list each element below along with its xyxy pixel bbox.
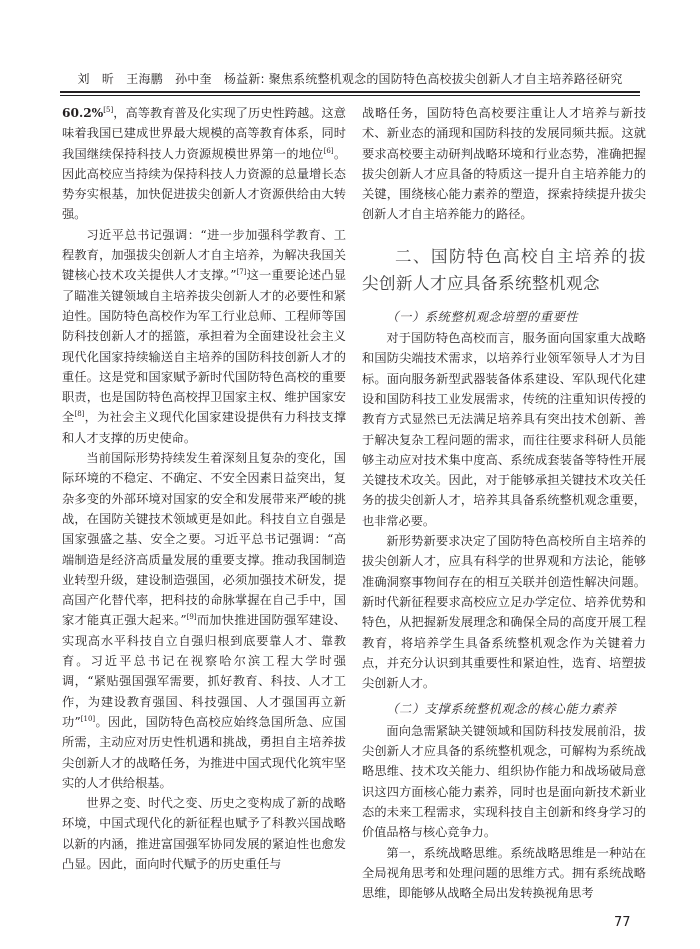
paragraph-5: 对于国防特色高校而言，服务面向国家重大战略和国防尖端技术需求，以培养行业领军领导人才为目标。面向服务新型武器装备体系建设、军队现代化建设和国防科技工业发展需求，传统的注重知识传授的教育方式显然已无法满足培养具有突出技术创新、善于解决复杂工程问题的需求，而往往要求科研人员能够主动应对技术集中度高、系统成套装备等特性开展关键技术攻关。因此，对于能够承担关键技术攻关任务的拔尖创新人才，培养其具备系统整机观念重要，也非常必要。	[362, 331, 646, 528]
subsection-heading: （一）系统整机观念培塑的重要性	[386, 309, 579, 324]
paragraph-6: 新形势新要求决定了国防特色高校所自主培养的拔尖创新人才，应具有科学的世界观和方法论，能够准确洞察事物间存在的相互关联并创造性解决问题。新时代新征程要求高校应立足办学定位、培养优势和特色，从把握新发展理念和确保全局的高度开展工程教育，将培养学生具备系统整机观念作为关键着力点，并充分认识到其重要性和紧迫性，选育、培塑拔尖创新人才。	[362, 534, 646, 691]
paragraph-text: 。因此，国防特色高校应始终急国所急、应国所需，主动应对历史性机遇和挑战，勇担自主培养拔尖创新人才的战略任务，为推进中国式现代化筑牢坚实的人才供给根基。	[62, 714, 347, 790]
citation: [6]	[323, 146, 334, 155]
left-column	[62, 103, 346, 874]
citation: [8]	[74, 410, 85, 419]
paragraph-text: ，高等教育普及化实现了历史性跨越。这意味着我国已建成世界最大规模的高等教育体系，同时我国继续保持科技人力资源规模世界第一的地位	[62, 106, 346, 161]
running-header: 刘 昕 王海鹏 孙中奎 杨益新: 聚焦系统整机观念的国防特色高校拔尖创新人才自主培养路径研究	[77, 72, 623, 86]
paragraph-text: 世界之变、时代之变、历史之变构成了新的战略环境，中国式现代化的新征程也赋予了科教兴国战略以新的内涵，推进富国强军协同发展的紧迫性也愈发凸显。因此，面向时代赋予的历史重任与	[62, 796, 346, 871]
paragraph-text: 这一重要论述凸显了瞄准关键领域自主培养拔尖创新人才的必要性和紧迫性。国防特色高校作为军工行业总师、工程师等国防科技创新人才的摇篮，承担着为全面建设社会主义现代化国家持续输送自主培养的国防科技创新人才的重任。这是党和国家赋予新时代国防特色高校的重要职责，也是国防特色高校捍卫国家主权、维护国家安全	[62, 268, 347, 425]
paragraph-4	[62, 793, 346, 874]
citation: [5]	[103, 105, 114, 114]
citation: [9]	[186, 613, 197, 622]
header-rule-thin	[60, 95, 640, 96]
paragraph-3	[62, 448, 346, 793]
paragraph-8: 第一，系统战略思维。系统战略思维是一种站在全局视角思考和处理问题的思维方式。拥有系统战略思维，即能够从战略全局出发转换视角思考	[362, 845, 646, 901]
paragraph-7: 面向急需紧缺关键领域和国防科技发展前沿，拔尖创新人才应具备的系统整机观念，可解构为系统战略思维、技术攻关能力、组织协作能力和战场破局意识这四方面核心能力素养，同时也是面向新技术新业态的未来工程需求，实现科技自主创新和终身学习的价值品格与核心竞争力。	[362, 723, 646, 840]
paragraph-continued: 战略任务，国防特色高校要注重让人才培养与新技术、新业态的涌现和国防科技的发展同频共振。这就要求高校要主动研判战略环境和行业态势，准确把握拔尖创新人才应具备的特质这一提升自主培养能力的关键，围绕核心能力素养的塑造，探索持续提升拔尖创新人才自主培养能力的路径。	[362, 106, 646, 222]
page-number: 77	[614, 915, 631, 930]
section-heading: 二、国防特色高校自主培养的拔尖创新人才应具备系统整机观念	[362, 246, 646, 293]
paragraph-text: ，为社会主义现代化国家建设提供有力科技支撑和人才支撑的历史使命。	[62, 410, 347, 445]
paragraph-2	[62, 225, 346, 448]
right-column	[362, 103, 646, 903]
subsection-heading: （二）支撑系统整机观念的核心能力素养	[386, 702, 617, 717]
citation: [7]	[236, 268, 247, 277]
paragraph-text: 。因此高校应当持续为保持科技人力资源的总量增长态势夯实根基，加快促进拔尖创新人才资源供给由大转强。	[62, 146, 347, 222]
stat-lead: 60.2%	[62, 106, 104, 120]
citation: [10]	[80, 714, 96, 723]
header-rule	[60, 91, 640, 93]
paragraph-1	[62, 103, 346, 225]
paragraph-text: 习近平总书记强调：“进一步加强科学教育、工程教育，加强拔尖创新人才自主培养，为解决我国关键核心技术攻关提供人才支撑。”	[62, 227, 346, 283]
paragraph-text: 而加快推进国防强军建设、实现高水平科技自立自强归根到底要靠人才、靠教育。习近平总书记在视察哈尔滨工程大学时强调，“紧贴强国强军需要，抓好教育、科技、人才工作，为建设教育强国、科技强国、人才强国再立新功”	[62, 613, 346, 729]
paragraph-text: 当前国际形势持续发生着深刻且复杂的变化，国际环境的不稳定、不确定、不安全因素日益突出，复杂多变的外部环境对国家的安全和发展带来严峻的挑战，在国防关键技术领域更是如此。科技自立自强是国家强盛之基、安全之要。习近平总书记强调：“高端制造是经济高质量发展的重要支撑。推动我国制造业转型升级，建设制造强国，必须加强技术研发，提高国产化替代率，把科技的命脉掌握在自己手中，国家才能真正强大起来。”	[62, 451, 346, 628]
